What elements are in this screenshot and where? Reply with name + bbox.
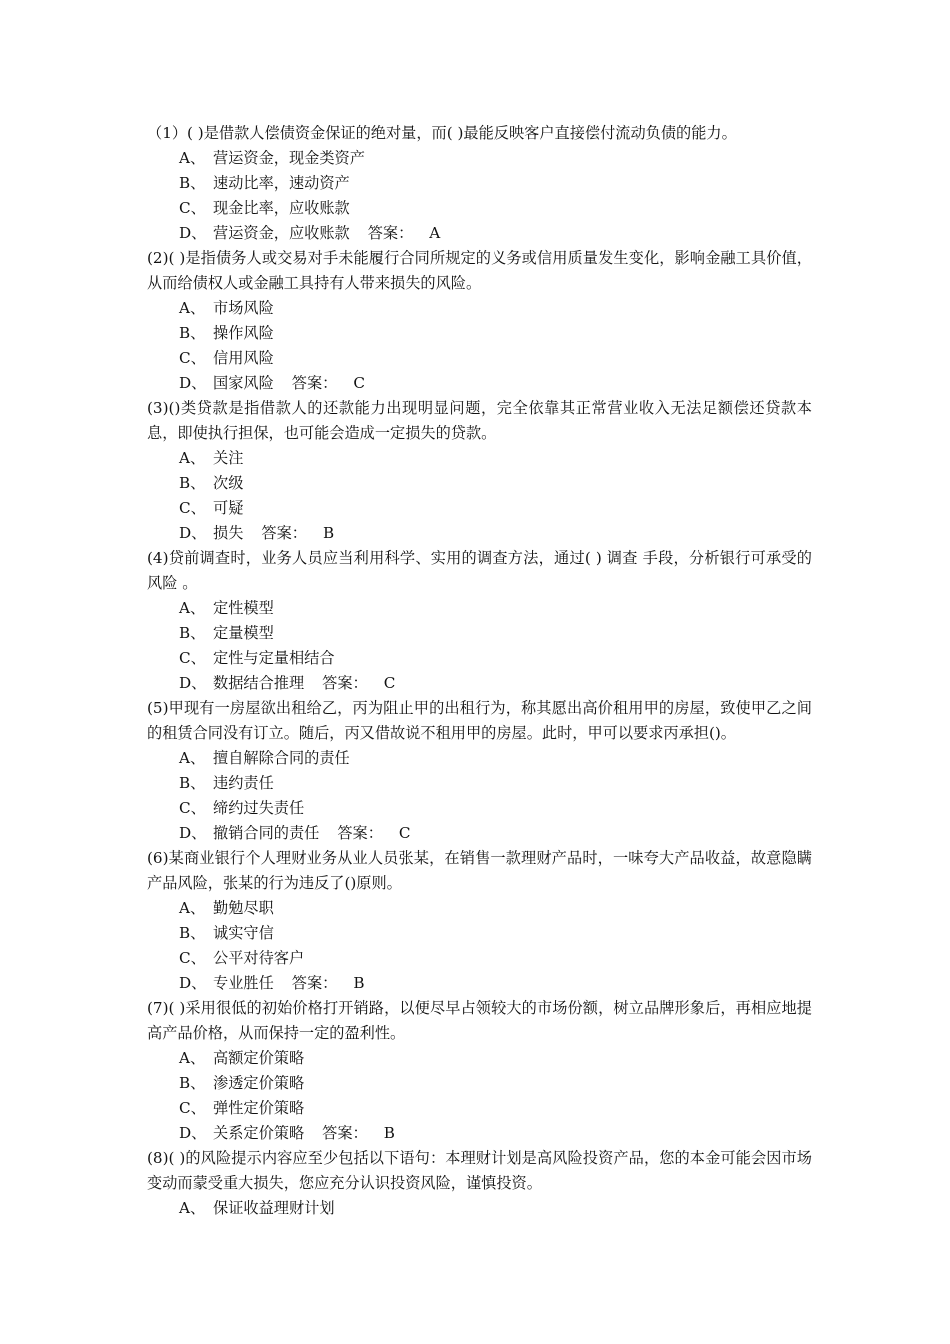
option-letter: A、 <box>179 749 206 767</box>
option-letter: A、 <box>179 899 206 917</box>
option-b <box>147 171 812 196</box>
option-text: 现金比率，应收账款 <box>213 199 350 217</box>
question-text: （1）( )是借款人偿债资金保证的绝对量，而( )最能反映客户直接偿付流动负债的能力。 <box>147 124 737 142</box>
option-d <box>147 971 812 996</box>
question-text: (7)( )采用很低的初始价格打开销路，以便尽早占领较大的市场份额，树立品牌形象后，再相应地提高产品价格，从而保持一定的盈利性。 <box>147 999 812 1042</box>
option-d <box>147 671 812 696</box>
option-text: 营运资金，应收账款 <box>213 224 350 242</box>
option-letter: A、 <box>179 1199 206 1217</box>
option-letter: D、 <box>179 224 207 242</box>
option-text: 关系定价策略 <box>213 1124 305 1142</box>
option-text: 弹性定价策略 <box>213 1099 305 1117</box>
option-letter: B、 <box>179 924 206 942</box>
option-a <box>147 596 812 621</box>
option-text: 专业胜任 <box>213 974 274 992</box>
question-3 <box>147 396 812 546</box>
question-list <box>147 121 812 1221</box>
option-letter: A、 <box>179 449 206 467</box>
option-letter: C、 <box>179 199 206 217</box>
option-text: 擅自解除合同的责任 <box>213 749 350 767</box>
option-letter: A、 <box>179 599 206 617</box>
option-letter: B、 <box>179 474 206 492</box>
option-text: 国家风险 <box>213 374 274 392</box>
option-c <box>147 346 812 371</box>
question-8 <box>147 1146 812 1221</box>
answer-value: C <box>383 674 396 692</box>
option-letter: D、 <box>179 1124 207 1142</box>
question-1 <box>147 121 812 246</box>
option-text: 公平对待客户 <box>213 949 305 967</box>
option-c <box>147 196 812 221</box>
question-text: (6)某商业银行个人理财业务从业人员张某，在销售一款理财产品时，一味夸大产品收益，故意隐瞒产品风险，张某的行为违反了()原则。 <box>147 849 812 892</box>
option-d <box>147 221 812 246</box>
option-c <box>147 646 812 671</box>
option-a <box>147 1046 812 1071</box>
option-letter: B、 <box>179 324 206 342</box>
option-a <box>147 146 812 171</box>
option-letter: B、 <box>179 624 206 642</box>
option-c <box>147 946 812 971</box>
option-letter: C、 <box>179 949 206 967</box>
question-4 <box>147 546 812 696</box>
option-text: 速动比率，速动资产 <box>213 174 350 192</box>
option-d <box>147 371 812 396</box>
option-letter: C、 <box>179 499 206 517</box>
option-a <box>147 1196 812 1221</box>
question-7 <box>147 996 812 1146</box>
option-text: 撤销合同的责任 <box>213 824 320 842</box>
answer-label: 答案： <box>322 674 368 692</box>
answer-label: 答案： <box>337 824 383 842</box>
option-text: 市场风险 <box>213 299 274 317</box>
option-b <box>147 771 812 796</box>
option-letter: C、 <box>179 349 206 367</box>
option-letter: D、 <box>179 824 207 842</box>
answer-value: A <box>429 224 441 242</box>
option-letter: A、 <box>179 1049 206 1067</box>
answer-value: B <box>322 524 335 542</box>
answer-label: 答案： <box>291 974 338 992</box>
question-text: (2)( )是指债务人或交易对手未能履行合同所规定的义务或信用质量发生变化，影响金融工具价值，从而给债权人或金融工具持有人带来损失的风险。 <box>147 249 812 292</box>
option-text: 数据结合推理 <box>213 674 305 692</box>
option-b <box>147 621 812 646</box>
option-letter: D、 <box>179 974 207 992</box>
option-letter: D、 <box>179 524 207 542</box>
option-d <box>147 521 812 546</box>
option-text: 定量模型 <box>213 624 274 642</box>
option-text: 保证收益理财计划 <box>213 1199 335 1217</box>
option-b <box>147 471 812 496</box>
option-letter: C、 <box>179 649 206 667</box>
option-d <box>147 1121 812 1146</box>
option-a <box>147 896 812 921</box>
question-2 <box>147 246 812 396</box>
option-c <box>147 496 812 521</box>
option-text: 违约责任 <box>213 774 274 792</box>
option-text: 关注 <box>213 449 244 467</box>
answer-label: 答案： <box>261 524 307 542</box>
question-text: (4)贷前调查时，业务人员应当利用科学、实用的调查方法，通过( ) 调查 手段，分析银行可承受的风险 。 <box>147 549 812 592</box>
option-b <box>147 921 812 946</box>
option-letter: D、 <box>179 374 207 392</box>
option-text: 信用风险 <box>213 349 274 367</box>
question-text: (5)甲现有一房屋欲出租给乙，丙为阻止甲的出租行为，称其愿出高价租用甲的房屋，致使甲乙之间的租赁合同没有订立。随后，丙又借故说不租用甲的房屋。此时，甲可以要求丙承担()。 <box>147 699 812 742</box>
option-b <box>147 1071 812 1096</box>
answer-value: B <box>383 1124 395 1142</box>
answer-label: 答案： <box>367 224 414 242</box>
option-text: 渗透定价策略 <box>213 1074 305 1092</box>
option-a <box>147 746 812 771</box>
answer-value: C <box>353 374 365 392</box>
option-letter: B、 <box>179 1074 206 1092</box>
option-letter: D、 <box>179 674 207 692</box>
option-c <box>147 796 812 821</box>
option-text: 高额定价策略 <box>213 1049 305 1067</box>
option-a <box>147 296 812 321</box>
question-text: (3)()类贷款是指借款人的还款能力出现明显问题，完全依靠其正常营业收入无法足额偿还贷款本息，即使执行担保，也可能会造成一定损失的贷款。 <box>147 399 812 442</box>
option-text: 可疑 <box>213 499 244 517</box>
question-text: (8)( )的风险提示内容应至少包括以下语句：本理财计划是高风险投资产品，您的本金可能会因市场变动而蒙受重大损失，您应充分认识投资风险，谨慎投资。 <box>147 1149 812 1192</box>
option-letter: C、 <box>179 1099 206 1117</box>
option-text: 诚实守信 <box>213 924 274 942</box>
option-text: 定性与定量相结合 <box>213 649 335 667</box>
option-text: 勤勉尽职 <box>213 899 274 917</box>
option-letter: B、 <box>179 174 206 192</box>
option-letter: A、 <box>179 299 206 317</box>
option-c <box>147 1096 812 1121</box>
question-6 <box>147 846 812 996</box>
answer-value: C <box>398 824 411 842</box>
answer-label: 答案： <box>291 374 338 392</box>
option-text: 缔约过失责任 <box>213 799 305 817</box>
option-text: 操作风险 <box>213 324 274 342</box>
option-letter: C、 <box>179 799 206 817</box>
option-text: 次级 <box>213 474 244 492</box>
answer-label: 答案： <box>322 1124 368 1142</box>
option-b <box>147 321 812 346</box>
option-letter: A、 <box>179 149 206 167</box>
option-text: 损失 <box>213 524 244 542</box>
option-d <box>147 821 812 846</box>
option-text: 营运资金，现金类资产 <box>213 149 365 167</box>
question-5 <box>147 696 812 846</box>
option-letter: B、 <box>179 774 206 792</box>
answer-value: B <box>353 974 365 992</box>
option-text: 定性模型 <box>213 599 274 617</box>
option-a <box>147 446 812 471</box>
